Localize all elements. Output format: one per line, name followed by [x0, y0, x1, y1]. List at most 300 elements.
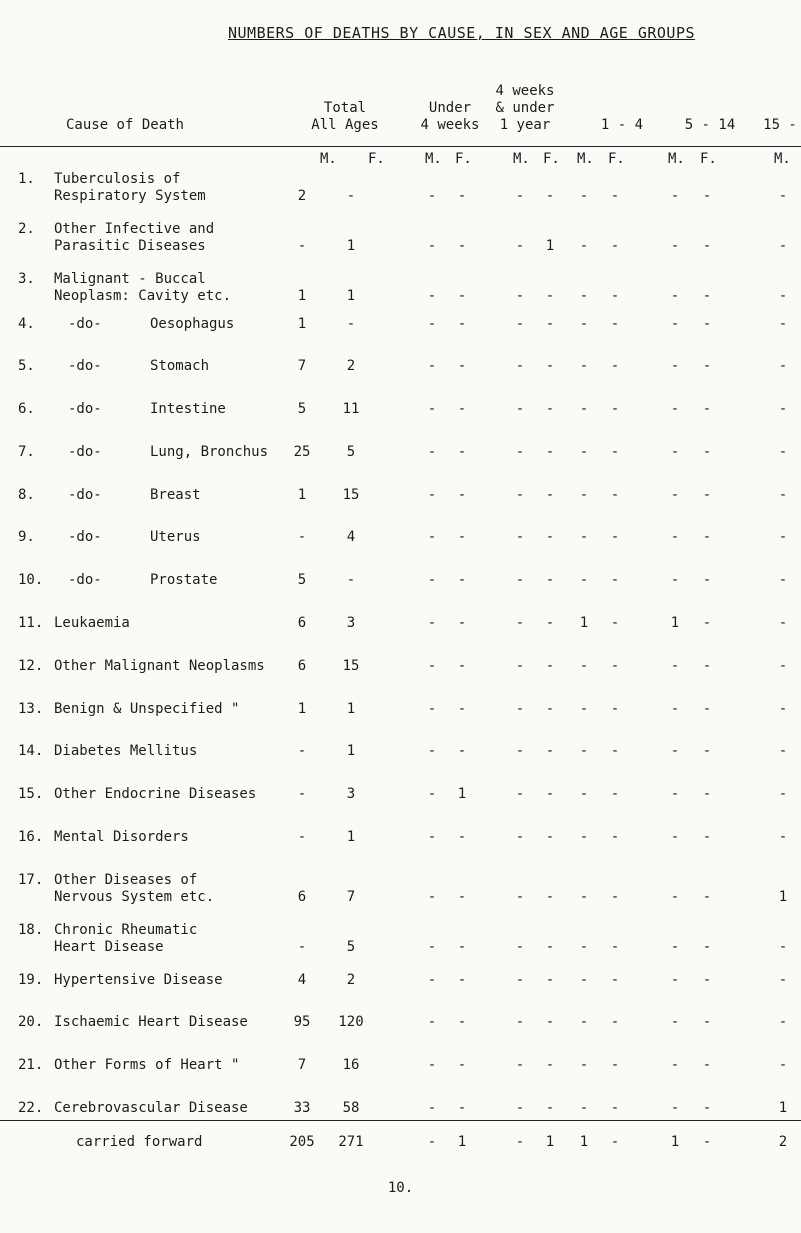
table-cell: - [427, 572, 437, 588]
table-cell: - [702, 615, 712, 631]
table-cell: - [670, 529, 680, 545]
table-cell: - [457, 358, 467, 374]
row-number: 9. [18, 529, 35, 545]
cause-name: Cerebrovascular Disease [54, 1100, 248, 1116]
u4w-m-label: M. [425, 151, 442, 167]
row-label [18, 872, 214, 906]
table-cell: - [545, 487, 555, 503]
table-cell: - [427, 615, 437, 631]
row-label [18, 529, 201, 546]
ditto-mark: -do- [68, 401, 102, 417]
row-label [18, 358, 209, 375]
table-cell: - [545, 972, 555, 988]
table-cell: - [702, 316, 712, 332]
table-cell: - [778, 615, 788, 631]
table-cell: - [670, 1014, 680, 1030]
table-cell: - [515, 1100, 525, 1116]
cause-name-continued: Parasitic Diseases [54, 238, 206, 254]
table-cell: - [427, 401, 437, 417]
table-cell: 120 [338, 1014, 364, 1030]
table-cell: - [670, 316, 680, 332]
table-cell: - [702, 1014, 712, 1030]
table-cell: - [427, 1014, 437, 1030]
table-cell: - [610, 188, 620, 204]
table-cell: - [457, 972, 467, 988]
row-number: 17. [18, 872, 44, 888]
table-cell: 1 [778, 1100, 788, 1116]
table-cell: - [515, 743, 525, 759]
u4w-f-label: F. [455, 151, 472, 167]
cause-name: Other Infective and [54, 221, 215, 237]
table-cell: - [515, 358, 525, 374]
cause-name: Other Diseases of [54, 872, 198, 888]
carried-forward-cell: 1 [670, 1134, 680, 1150]
table-cell: - [457, 658, 467, 674]
table-cell: - [702, 829, 712, 845]
row-label [18, 221, 214, 255]
table-cell: - [670, 401, 680, 417]
table-cell: - [702, 658, 712, 674]
table-cell: - [545, 529, 555, 545]
row-number: 22. [18, 1100, 44, 1116]
table-cell: - [702, 939, 712, 955]
row-number: 1. [18, 171, 35, 187]
table-cell: - [670, 288, 680, 304]
table-cell: 15 [342, 487, 360, 503]
table-cell: - [515, 939, 525, 955]
row-number: 16. [18, 829, 44, 845]
row-label [18, 401, 226, 418]
table-cell: - [702, 188, 712, 204]
table-cell: - [457, 316, 467, 332]
row-number: 13. [18, 701, 44, 717]
row-number: 19. [18, 972, 44, 988]
cause-name: Benign & Unspecified " [54, 701, 240, 717]
header-cause: Cause of Death [65, 117, 184, 133]
table-cell: - [579, 786, 589, 802]
header-4w-line3: 1 year [499, 117, 551, 133]
ditto-mark: -do- [68, 358, 102, 374]
table-cell: 5 [346, 444, 356, 460]
table-cell: - [579, 829, 589, 845]
table-cell: - [427, 939, 437, 955]
table-cell: 3 [346, 786, 356, 802]
table-cell: - [545, 401, 555, 417]
table-cell: - [545, 786, 555, 802]
table-cell: - [515, 288, 525, 304]
table-cell: - [545, 316, 555, 332]
header-total [300, 100, 390, 134]
total-m-label: M. [320, 151, 337, 167]
row-number: 20. [18, 1014, 44, 1030]
cause-name: Uterus [150, 529, 201, 545]
table-cell: - [610, 786, 620, 802]
cause-name: Other Malignant Neoplasms [54, 658, 265, 674]
table-cell: - [346, 572, 356, 588]
cause-name: Lung, Bronchus [150, 444, 269, 460]
table-cell: - [515, 316, 525, 332]
table-cell: - [579, 188, 589, 204]
table-cell: - [515, 238, 525, 254]
table-cell: - [610, 701, 620, 717]
table-cell: - [579, 1014, 589, 1030]
cause-name: Prostate [150, 572, 218, 588]
table-cell: - [579, 743, 589, 759]
table-cell: - [670, 972, 680, 988]
cause-name: Diabetes Mellitus [54, 743, 198, 759]
row-number: 8. [18, 487, 35, 503]
table-cell: - [610, 743, 620, 759]
header-age-1-4: 1 - 4 [600, 117, 644, 133]
table-cell: - [297, 743, 307, 759]
table-cell: - [457, 444, 467, 460]
table-cell: - [457, 529, 467, 545]
ditto-mark: -do- [68, 572, 102, 588]
table-cell: - [702, 701, 712, 717]
table-cell: - [545, 939, 555, 955]
table-cell: - [457, 1014, 467, 1030]
row-label [18, 1014, 248, 1031]
cause-name: Other Forms of Heart " [54, 1057, 240, 1073]
row-number: 21. [18, 1057, 44, 1073]
row-number: 5. [18, 358, 35, 374]
table-cell: - [702, 743, 712, 759]
table-cell: - [545, 1014, 555, 1030]
table-cell: - [297, 939, 307, 955]
table-cell: - [778, 829, 788, 845]
row-label [18, 1100, 248, 1117]
table-cell: - [610, 529, 620, 545]
table-cell: - [515, 701, 525, 717]
table-cell: - [670, 487, 680, 503]
table-cell: - [702, 889, 712, 905]
cause-name-continued: Nervous System etc. [54, 889, 215, 905]
row-label [18, 701, 239, 718]
table-cell: - [778, 939, 788, 955]
table-cell: - [545, 743, 555, 759]
table-cell: - [778, 786, 788, 802]
table-cell: - [579, 316, 589, 332]
cause-name: Hypertensive Disease [54, 972, 223, 988]
table-cell: 95 [293, 1014, 311, 1030]
table-cell: - [427, 529, 437, 545]
table-cell: - [346, 316, 356, 332]
table-cell: - [579, 487, 589, 503]
table-cell: 1 [778, 889, 788, 905]
row-label [18, 171, 206, 205]
table-cell: - [457, 401, 467, 417]
table-cell: - [670, 829, 680, 845]
table-cell: - [297, 529, 307, 545]
table-cell: 2 [346, 972, 356, 988]
table-cell: - [778, 238, 788, 254]
table-cell: - [610, 939, 620, 955]
table-cell: - [579, 1100, 589, 1116]
row-number: 11. [18, 615, 44, 631]
carried-forward-cell: - [427, 1134, 437, 1150]
table-cell: - [610, 572, 620, 588]
table-cell: 1 [297, 701, 307, 717]
row-number: 18. [18, 922, 44, 938]
table-cell: - [515, 444, 525, 460]
table-cell: - [670, 1100, 680, 1116]
page-number: 10. [387, 1180, 414, 1196]
table-cell: - [515, 658, 525, 674]
table-cell: - [579, 572, 589, 588]
row-label [18, 922, 197, 956]
cause-name: Mental Disorders [54, 829, 189, 845]
table-cell: - [610, 401, 620, 417]
carried-forward-cell: 1 [579, 1134, 589, 1150]
table-cell: - [457, 238, 467, 254]
cause-name: Intestine [150, 401, 226, 417]
table-cell: - [427, 889, 437, 905]
table-cell: - [457, 188, 467, 204]
a5-f-label: F. [700, 151, 717, 167]
row-number: 7. [18, 444, 35, 460]
a1-m-label: M. [577, 151, 594, 167]
carried-forward-cell: 2 [778, 1134, 788, 1150]
table-cell: 6 [297, 658, 307, 674]
cause-name: Stomach [150, 358, 210, 374]
table-cell: 1 [297, 288, 307, 304]
table-cell: - [778, 288, 788, 304]
table-cell: 7 [297, 1057, 307, 1073]
row-number: 6. [18, 401, 35, 417]
cause-name: Ischaemic Heart Disease [54, 1014, 248, 1030]
table-cell: - [778, 444, 788, 460]
cause-name: Other Endocrine Diseases [54, 786, 257, 802]
table-cell: 7 [297, 358, 307, 374]
table-cell: 25 [293, 444, 311, 460]
table-cell: - [427, 444, 437, 460]
table-cell: - [778, 972, 788, 988]
table-cell: - [457, 701, 467, 717]
table-cell: - [545, 358, 555, 374]
table-cell: - [610, 658, 620, 674]
table-cell: - [427, 238, 437, 254]
table-cell: - [610, 487, 620, 503]
table-cell: - [515, 572, 525, 588]
table-cell: 1 [670, 615, 680, 631]
table-cell: 5 [346, 939, 356, 955]
row-label [18, 572, 217, 589]
table-cell: - [702, 1057, 712, 1073]
table-cell: - [515, 487, 525, 503]
row-number: 4. [18, 316, 35, 332]
table-cell: - [297, 238, 307, 254]
table-cell: - [579, 444, 589, 460]
table-cell: - [778, 358, 788, 374]
table-cell: - [515, 889, 525, 905]
row-label [18, 271, 231, 305]
table-cell: - [545, 829, 555, 845]
table-cell: - [545, 444, 555, 460]
row-number: 12. [18, 658, 44, 674]
table-cell: - [778, 743, 788, 759]
header-total-line1: Total [323, 100, 367, 116]
table-cell: 15 [342, 658, 360, 674]
cause-name-continued: Neoplasm: Cavity etc. [54, 288, 232, 304]
table-cell: 11 [342, 401, 360, 417]
table-cell: 16 [342, 1057, 360, 1073]
table-cell: - [778, 401, 788, 417]
row-label [18, 786, 256, 803]
table-cell: - [457, 939, 467, 955]
ditto-mark: -do- [68, 529, 102, 545]
table-cell: 2 [346, 358, 356, 374]
header-4w-line2: & under [495, 100, 555, 116]
table-cell: - [545, 658, 555, 674]
table-cell: 1 [457, 786, 467, 802]
table-cell: - [702, 1100, 712, 1116]
table-cell: - [545, 615, 555, 631]
cause-name: Leukaemia [54, 615, 130, 631]
table-cell: 4 [346, 529, 356, 545]
carried-forward-cell: 1 [545, 1134, 555, 1150]
table-cell: - [702, 972, 712, 988]
row-label [18, 743, 197, 760]
carried-forward-cell: 205 [289, 1134, 315, 1150]
table-cell: - [427, 658, 437, 674]
table-cell: - [702, 288, 712, 304]
cause-name: Breast [150, 487, 201, 503]
table-cell: - [702, 358, 712, 374]
table-cell: - [579, 238, 589, 254]
ditto-mark: -do- [68, 444, 102, 460]
header-under-4-weeks [410, 100, 490, 134]
row-number: 15. [18, 786, 44, 802]
table-cell: 3 [346, 615, 356, 631]
table-cell: - [457, 1100, 467, 1116]
table-cell: 1 [346, 238, 356, 254]
table-cell: 5 [297, 572, 307, 588]
table-cell: - [515, 401, 525, 417]
table-cell: - [457, 487, 467, 503]
table-cell: - [778, 316, 788, 332]
table-cell: - [579, 972, 589, 988]
cause-name: Malignant - Buccal [54, 271, 206, 287]
table-cell: - [545, 1100, 555, 1116]
table-cell: - [670, 786, 680, 802]
table-cell: - [545, 889, 555, 905]
table-cell: - [579, 401, 589, 417]
table-cell: - [778, 658, 788, 674]
row-number: 2. [18, 221, 35, 237]
row-label [18, 658, 265, 675]
table-cell: - [545, 188, 555, 204]
table-cell: - [427, 743, 437, 759]
table-cell: 1 [346, 288, 356, 304]
table-cell: - [702, 487, 712, 503]
table-cell: - [427, 487, 437, 503]
table-cell: - [610, 316, 620, 332]
table-cell: - [778, 487, 788, 503]
table-cell: - [670, 658, 680, 674]
a1-f-label: F. [608, 151, 625, 167]
table-cell: - [610, 238, 620, 254]
table-cell: - [457, 743, 467, 759]
table-cell: - [610, 972, 620, 988]
total-rule [0, 1120, 801, 1121]
table-cell: - [457, 572, 467, 588]
table-cell: - [778, 701, 788, 717]
table-cell: - [702, 444, 712, 460]
carried-forward-cell: 1 [457, 1134, 467, 1150]
table-cell: - [427, 972, 437, 988]
table-cell: - [610, 829, 620, 845]
table-cell: - [610, 615, 620, 631]
table-cell: - [515, 188, 525, 204]
row-label [18, 1057, 239, 1074]
table-cell: 6 [297, 889, 307, 905]
row-label [18, 829, 189, 846]
table-cell: - [457, 889, 467, 905]
table-cell: - [545, 701, 555, 717]
table-cell: - [515, 829, 525, 845]
table-cell: - [457, 288, 467, 304]
table-cell: - [778, 1057, 788, 1073]
cause-name: Chronic Rheumatic [54, 922, 198, 938]
table-cell: - [778, 188, 788, 204]
table-cell: - [545, 572, 555, 588]
table-cell: - [297, 829, 307, 845]
ditto-mark: -do- [68, 316, 102, 332]
table-cell: - [610, 1057, 620, 1073]
table-cell: - [427, 288, 437, 304]
table-cell: - [579, 889, 589, 905]
table-cell: - [427, 1100, 437, 1116]
table-cell: 1 [297, 316, 307, 332]
row-number: 3. [18, 271, 35, 287]
table-cell: - [579, 529, 589, 545]
table-cell: - [670, 743, 680, 759]
table-cell: - [457, 829, 467, 845]
carried-forward-label: carried forward [76, 1134, 203, 1150]
table-cell: 1 [346, 701, 356, 717]
table-cell: - [610, 1100, 620, 1116]
table-cell: - [545, 288, 555, 304]
table-cell: - [515, 615, 525, 631]
header-4weeks-1year [480, 83, 570, 134]
table-cell: - [702, 401, 712, 417]
table-cell: - [545, 1057, 555, 1073]
table-cell: 5 [297, 401, 307, 417]
table-cell: - [515, 786, 525, 802]
table-cell: - [778, 572, 788, 588]
table-cell: - [579, 288, 589, 304]
table-cell: - [670, 889, 680, 905]
table-cell: 58 [342, 1100, 360, 1116]
table-cell: - [515, 529, 525, 545]
table-cell: - [427, 188, 437, 204]
carried-forward-cell: - [515, 1134, 525, 1150]
cause-name: Tuberculosis of [54, 171, 181, 187]
table-cell: - [670, 444, 680, 460]
page-title: NUMBERS OF DEATHS BY CAUSE, IN SEX AND AGE GROUPS [228, 24, 696, 42]
header-under-line2: 4 weeks [420, 117, 480, 133]
total-f-label: F. [368, 151, 385, 167]
row-number: 10. [18, 572, 44, 588]
table-cell: - [670, 188, 680, 204]
table-cell: - [610, 889, 620, 905]
table-cell: 6 [297, 615, 307, 631]
table-cell: - [670, 358, 680, 374]
a5-m-label: M. [668, 151, 685, 167]
table-cell: - [670, 939, 680, 955]
table-cell: - [579, 939, 589, 955]
table-cell: - [610, 1014, 620, 1030]
